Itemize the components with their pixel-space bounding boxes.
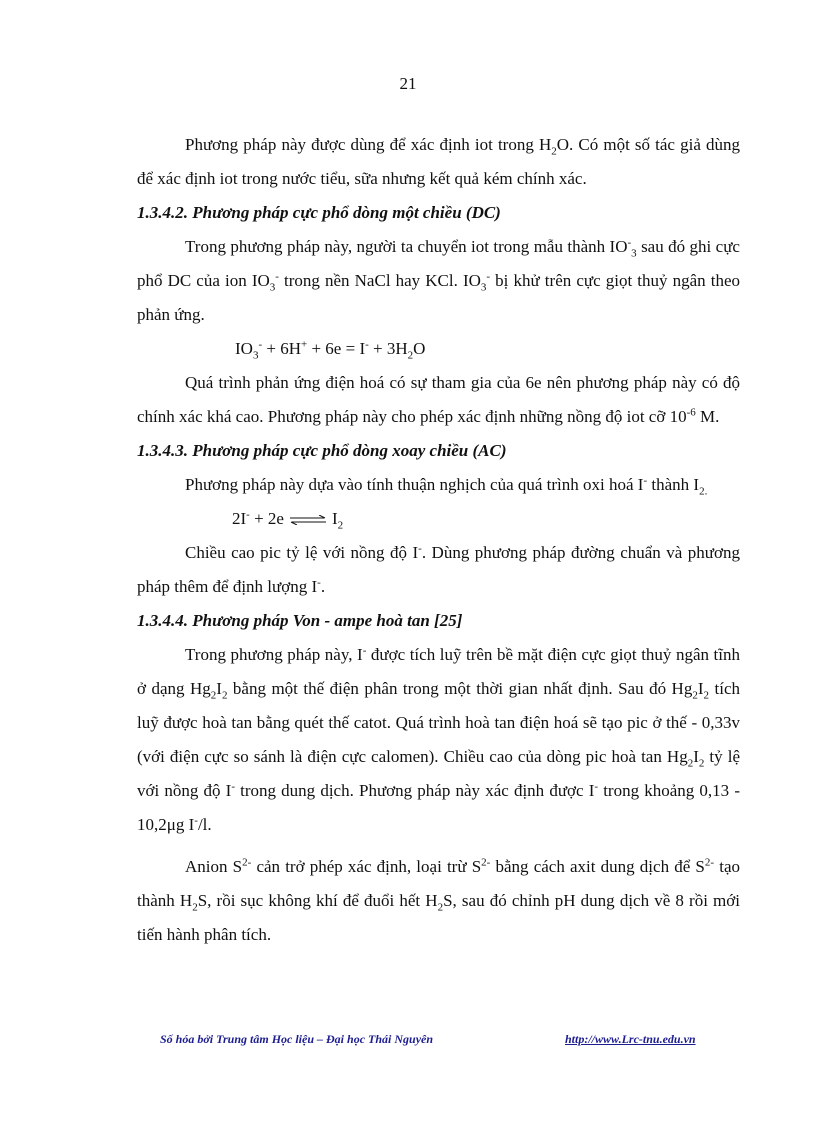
- equation-iodide-oxidation: 2I- + 2e $I_2$: [232, 508, 344, 532]
- section-heading-dc: 1.3.4.2. Phương pháp cực phổ dòng một chiều (DC): [137, 203, 501, 222]
- paragraph-sulfide-interference: Anion $S^{2-}$ cản trở phép xác định, loại trừ $S^{2-}$ bằng cách axit dung dịch để $S^{2-}$ tạo thành $H_2S$, rồi sục không khí để đuổi hết $H_2S$, sau đó chỉnh pH dung dịch về 8 rồi mới tiến hành phân tích.: [137, 856, 740, 944]
- equation-iodate-reduction: $IO_3^- + 6H^+ + 6e = I^- + 3H_2O$: [235, 338, 426, 362]
- paragraph-iot-h2o: Phương pháp này được dùng để xác định iot trong $H_2O$. Có một số tác giả dùng để xác định iot trong nước tiểu, sữa nhưng kết quả kém chính xác.: [137, 135, 741, 188]
- paragraph-dc-method: Trong phương pháp này, người ta chuyển iot trong mẫu thành $IO^-_3$ sau đó ghi cực phổ DC của ion $IO_3^-$ trong nền NaCl hay KCl. $IO_3^-$ bị khử trên cực giọt thuỷ ngân theo phản ứng.: [137, 236, 741, 324]
- page-content: [137, 128, 740, 952]
- footer-source-text: Số hóa bởi Trung tâm Học liệu – Đại học Thái Nguyên: [160, 1032, 434, 1046]
- section-heading-stripping: 1.3.4.4. Phương pháp Von - ampe hoà tan [25]: [137, 611, 463, 630]
- paragraph-dc-accuracy: Quá trình phản ứng điện hoá có sự tham gia của 6e nên phương pháp này có độ chính xác khá cao. Phương pháp này cho phép xác định những nồng độ iot cỡ $10^{-6}$ M.: [137, 373, 740, 426]
- page-number: 21: [399, 74, 417, 93]
- paragraph-stripping-method: Trong phương pháp này, I- được tích luỹ trên bề mặt điện cực giọt thuỷ ngân tĩnh ở dạng $Hg_2I_2$ bằng một thế điện phân trong một thời gian nhất định. Sau đó $Hg_2I_2$ tích luỹ được hoà tan bằng quét thế catot. Quá trình hoà tan điện hoá sẽ tạo pic ở thế - 0,33v (với điện cực so sánh là điện cực calomen). Chiều cao của dòng pic hoà $\tan Hg_2I_2$ tỷ lệ với nồng độ I- trong dung dịch. Phương pháp này xác định được I- trong khoảng 0,13 - 10,2μg I-/l.: [137, 644, 740, 834]
- footer-url-link[interactable]: http://www.Lrc-tnu.edu.vn: [565, 1032, 696, 1046]
- paragraph-ac-peak-height: Chiều cao pic tỷ lệ với nồng độ I-. Dùng phương pháp đường chuẩn và phương pháp thêm để định lượng I-.: [137, 542, 740, 596]
- equilibrium-arrow-icon: [288, 515, 328, 525]
- paragraph-ac-method: Phương pháp này dựa vào tính thuận nghịch của quá trình oxi hoá I- thành $I_{2.}$: [185, 474, 708, 498]
- section-heading-ac: 1.3.4.3. Phương pháp cực phổ dòng xoay chiều (AC): [137, 441, 507, 460]
